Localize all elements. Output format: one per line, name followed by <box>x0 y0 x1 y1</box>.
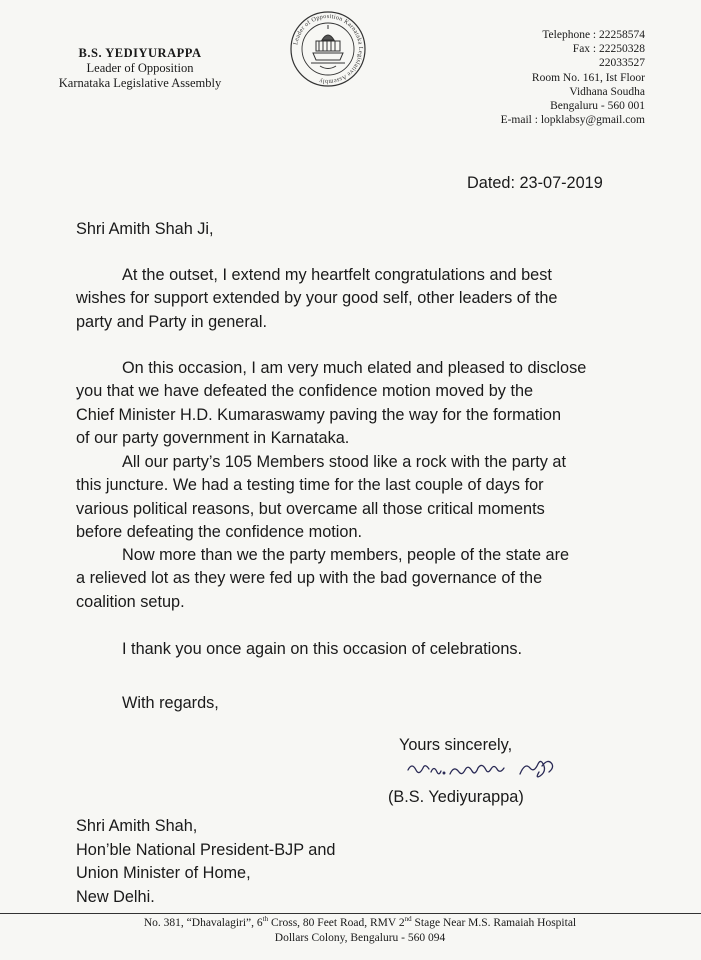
contact-room: Room No. 161, Ist Floor <box>531 71 645 84</box>
paragraph-line: this juncture. We had a testing time for the last couple of days for <box>76 476 544 495</box>
paragraph-line: a relieved lot as they were fed up with the bad governance of the <box>76 569 543 588</box>
paragraph-3 <box>76 451 622 545</box>
paragraph-line: various political reasons, but overcame all those critical moments <box>76 499 545 518</box>
footer-superscript: nd <box>404 915 412 924</box>
svg-text:Leader of Opposition Karnataka <box>292 13 364 85</box>
emblem-seal-text: Leader of Opposition Karnataka Legislative Assembly <box>292 12 365 86</box>
footer-text: Cross, 80 Feet Road, RMV 2 <box>268 917 405 929</box>
paragraph-line: All our party’s 105 Members stood like a rock with the party at <box>122 453 567 471</box>
emblem-seal-icon <box>289 10 367 88</box>
footer-line-1 <box>60 916 660 931</box>
salutation: Shri Amith Shah Ji, <box>76 220 214 238</box>
letter-date: Dated: 23-07-2019 <box>467 174 603 192</box>
contact-fax-2: 22033527 <box>599 57 645 70</box>
letterhead-contact <box>501 28 645 127</box>
paragraph-line: coalition setup. <box>76 592 185 611</box>
paragraph-line: Now more than we the party members, people of the state are <box>122 546 570 564</box>
closing-line: Yours sincerely, <box>399 736 513 754</box>
paragraph-line: On this occasion, I am very much elated and pleased to disclose <box>122 359 587 377</box>
contact-city: Bengaluru - 560 001 <box>550 100 645 113</box>
paragraph-4 <box>76 544 622 614</box>
contact-telephone: Telephone : 22258574 <box>542 29 645 41</box>
addressee-line: Union Minister of Home, <box>76 864 251 883</box>
sender-title: Leader of Opposition <box>86 61 194 75</box>
signer-name: (B.S. Yediyurappa) <box>388 788 524 806</box>
addressee-line: New Delhi. <box>76 887 155 906</box>
paragraph-1 <box>76 264 622 334</box>
paragraph-line: of our party government in Karnataka. <box>76 429 350 448</box>
paragraph-line: you that we have defeated the confidence motion moved by the <box>76 382 534 401</box>
footer-superscript: th <box>262 915 269 924</box>
contact-email: E-mail : lopklabsy@gmail.com <box>500 114 645 127</box>
contact-fax: Fax : 22250328 <box>572 43 645 56</box>
footer-line-2: Dollars Colony, Bengaluru - 560 094 <box>274 932 446 944</box>
paragraph-2 <box>76 357 622 451</box>
letterhead-sender <box>40 46 240 91</box>
footer-text: Stage Near M.S. Ramaiah Hospital <box>411 917 577 929</box>
paragraph-line: At the outset, I extend my heartfelt congratulations and best <box>122 266 552 284</box>
footer-address <box>60 916 660 946</box>
sender-name: B.S. YEDIYURAPPA <box>78 46 202 60</box>
paragraph-line: Chief Minister H.D. Kumaraswamy paving the way for the formation <box>76 405 562 424</box>
footer-divider <box>0 913 701 914</box>
paragraph-line: wishes for support extended by your good self, other leaders of the <box>76 289 558 308</box>
contact-building: Vidhana Soudha <box>569 85 645 98</box>
regards-line: With regards, <box>122 694 219 712</box>
paragraph-line: party and Party in general. <box>76 312 267 331</box>
addressee-line: Hon’ble National President-BJP and <box>76 840 336 859</box>
addressee-block <box>76 815 335 909</box>
thanks-line: I thank you once again on this occasion of celebrations. <box>122 640 523 658</box>
handwritten-signature <box>404 752 564 786</box>
paragraph-line: before defeating the confidence motion. <box>76 523 363 542</box>
footer-text: No. 381, “Dhavalagiri”, 6 <box>143 917 263 929</box>
sender-assembly: Karnataka Legislative Assembly <box>58 76 222 90</box>
addressee-line: Shri Amith Shah, <box>76 817 198 835</box>
